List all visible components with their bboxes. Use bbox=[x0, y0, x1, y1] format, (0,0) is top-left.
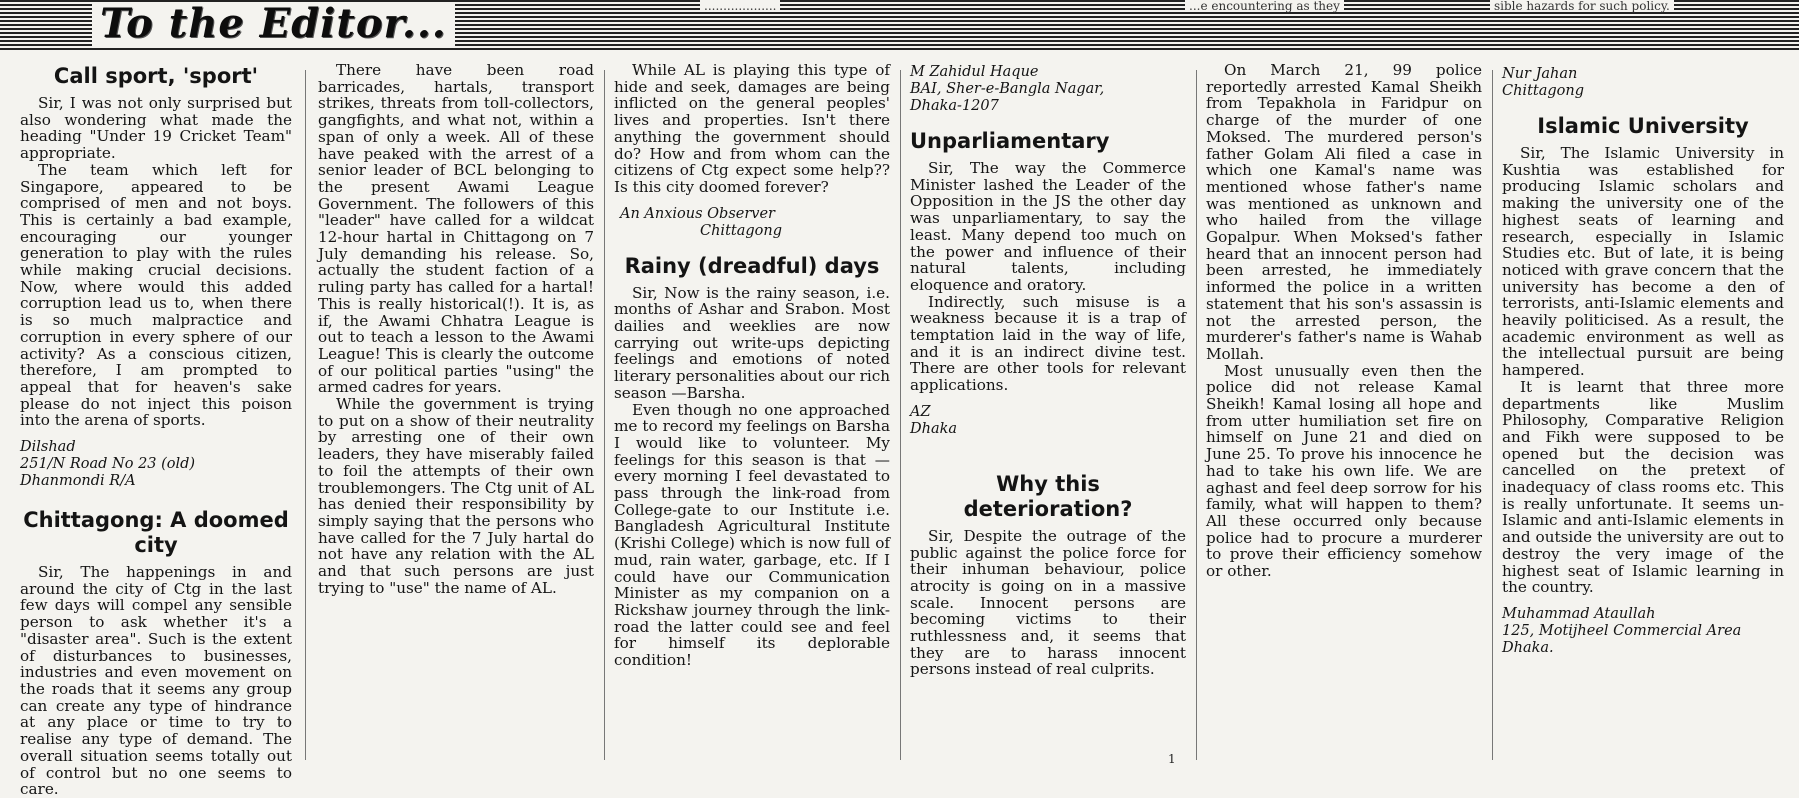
letter-paragraph: While AL is playing this type of hide and seek, damages are being inflicted on the general peoples' lives and properties. Isn't there anything the government should do? How and from whom can the citizens of Ctg expect some help?? Is this city doomed forever? bbox=[614, 61, 890, 196]
signature-address: 125, Motijheel Commercial Area bbox=[1502, 622, 1742, 639]
letter-paragraph: Sir, Despite the outrage of the public against the police force for their inhuman behaviour, police atrocity is going on in a massive scale. Innocent persons are becoming victims to their ruthlessness and, it seems that they are to harass innocent persons instead of real culprits. bbox=[910, 526, 1186, 679]
letter-paragraph: Most unusually even then the police did not release Kamal Sheikh! Kamal losing all hope and from utter humiliation set fire on himself on June 21 and died on June 25. To prove his innocence he had to take his own life. We are aghast and feel deep sorrow for his family, what will happen to them? All these occurred only because police had to procure a murderer to prove their efficiency somehow or other. bbox=[1206, 361, 1482, 581]
signature-address: BAI, Sher-e-Bangla Nagar, bbox=[910, 81, 1105, 97]
column-rule bbox=[305, 70, 306, 760]
column-rule bbox=[604, 70, 605, 760]
column-3 bbox=[614, 62, 890, 770]
signature-address: Dhaka bbox=[910, 420, 958, 437]
signature-name: Nur Jahan bbox=[1502, 66, 1578, 82]
letter-signature bbox=[1502, 66, 1784, 100]
signature-name: Muhammad Ataullah bbox=[1502, 605, 1656, 622]
column-5 bbox=[1206, 62, 1482, 770]
letter-heading-rainy: Rainy (dreadful) days bbox=[624, 253, 880, 278]
letter-paragraph: Sir, The way the Commerce Minister lashed the Leader of the Opposition in the JS the other day was unparliamentary, to say the least. Many depend too much on the power and influence of their natural talents, including eloquence and oratory. bbox=[910, 159, 1186, 294]
letter-paragraph: Sir, I was not only surprised but also wondering what made the heading "Under 19 Cricket Team" appropriate. bbox=[20, 94, 292, 163]
signature-address: Dhaka. bbox=[1502, 639, 1554, 656]
letter-paragraph: On March 21, 99 police reportedly arrested Kamal Sheikh from Tepakhola in Faridpur on charge of the murder of one Moksed. The murdered person's father Golam Ali filed a case in which one Kamal's name was mentioned whose father's name was mentioned as unknown and who hailed from the village Gopalpur. When Moksed's father heard that an innocent person had been arrested, he immediately informed the police in a written statement that his son's assassin is not the arrested person, the murderer's father's name is Wahab Mollah. bbox=[1206, 61, 1482, 363]
letter-signature bbox=[910, 404, 1186, 438]
signature-name: AZ bbox=[910, 403, 931, 420]
letter-heading-unparliamentary: Unparliamentary bbox=[910, 129, 1110, 153]
column-rule bbox=[1492, 70, 1493, 760]
letter-paragraph: Indirectly, such misuse is a weakness because it is a trap of temptation laid in the way of life, and it is an indirect divine test. There are other tools for relevant applications. bbox=[910, 292, 1186, 395]
letter-paragraph: The team which left for Singapore, appeared to be comprised of men and not boys. This is certainly a bad example, encouraging our younger generation to play with the rules while making crucial decisions. Now, where would this added corruption lead us to, when there is so much malpractice and corruption in every sphere of our activity? As a conscious citizen, therefore, I am prompted to appeal that for heaven's sake please do not inject this poison into the arena of sports. bbox=[20, 160, 292, 430]
letter-signature bbox=[614, 206, 890, 240]
letter-heading-islamic: Islamic University bbox=[1537, 114, 1749, 138]
signature-name: Dilshad bbox=[20, 439, 76, 456]
letter-paragraph: Sir, The happenings in and around the city of Ctg in the last few days will compel any sensible person to ask whether it's a "disaster area". Such is the extent of disturbances to businesses, industries and even movement on the roads that it seems any group can create any type of hindrance at any place or time to try to realise any type of demand. The overall situation seems totally out of control but no one seems to care. bbox=[20, 563, 292, 798]
column-6 bbox=[1502, 62, 1784, 770]
letter-paragraph: While the government is trying to put on a show of their neutrality by arresting one of their own leaders, they have miserably failed to foil the attempts of their own troublemongers. The Ctg unit of AL has denied their responsibility by simply saying that the persons who have called for the 7 July hartal do not have any relation with the AL and that such persons are just trying to "use" the name of AL. bbox=[318, 395, 594, 597]
letter-paragraph: Sir, The Islamic University in Kushtia was established for producing Islamic scholars and making the university one of the highest seats of learning and research, especially in Islamic Studies etc. But of late, it is being noticed with grave concern that the university has become a den of terrorists, anti-Islamic elements and heavily politicised. As a result, the academic environment as well as the intellectual pursuit are being hampered. bbox=[1502, 144, 1784, 380]
editor-banner bbox=[0, 0, 1799, 50]
letter-heading-chittagong: Chittagong: A doomed city bbox=[23, 508, 289, 558]
column-rule bbox=[900, 70, 901, 760]
letter-paragraph: Sir, Now is the rainy season, i.e. months of Ashar and Srabon. Most dailies and weeklies are now carrying out write-ups depicting feelings and emotions of noted literary personalities about our rich season —Barsha. bbox=[614, 283, 890, 402]
letter-signature bbox=[20, 439, 292, 490]
signature-address: Chittagong bbox=[700, 222, 783, 239]
letter-heading-sport: Call sport, 'sport' bbox=[53, 64, 259, 88]
column-4 bbox=[910, 62, 1186, 770]
letter-signature bbox=[1502, 606, 1784, 657]
signature-name: M Zahidul Haque bbox=[910, 64, 1039, 80]
page-mark: 1 bbox=[1168, 752, 1176, 766]
letter-paragraph: There have been road barricades, hartals, transport strikes, threats from toll-collectors, gangfights, and what not, within a span of only a week. All of these have peaked with the arrest of a senior leader of BCL belonging to the present Awami League Government. The followers of this "leader" have called for a wildcat 12-hour hartal in Chittagong on 7 July demanding his release. So, actually the student faction of a ruling party has called for a hartal! This is really historical(!). It is, as if, the Awami Chhatra League is out to teach a lesson to the Awami League! This is clearly the outcome of our political parties "using" the armed cadres for years. bbox=[318, 61, 594, 397]
clipped-text-mid: ...e encountering as they bbox=[1185, 0, 1344, 12]
letter-signature bbox=[910, 64, 1186, 115]
signature-address: Chittagong bbox=[1502, 83, 1585, 99]
section-title: To the Editor... bbox=[92, 2, 455, 46]
letter-heading-deterioration: Why this deterioration? bbox=[963, 471, 1133, 521]
clipped-text-right: sible hazards for such policy. bbox=[1490, 0, 1674, 12]
column-rule bbox=[1196, 70, 1197, 760]
column-1 bbox=[20, 58, 292, 798]
clipped-text-left: ................... bbox=[700, 0, 780, 12]
signature-name: An Anxious Observer bbox=[620, 205, 775, 222]
letter-paragraph: Even though no one approached me to record my feelings on Barsha I would like to volunteer. My feelings for this season is that — every morning I feel devastated to pass through the link-road from College-gate to our Institute i.e. Bangladesh Agricultural Institute (Krishi College) which is now full of mud, rain water, garbage, etc. If I could have our Communication Minister as my companion on a Rickshaw journey through the link-road the latter could see and feel for himself its deplorable condition! bbox=[614, 400, 890, 670]
signature-address: 251/N Road No 23 (old) bbox=[20, 456, 196, 473]
letter-paragraph: It is learnt that three more departments like Muslim Philosophy, Comparative Religion and Fikh were supposed to be opened but the decision was cancelled on the pretext of inadequacy of class rooms etc. This is really unfortunate. It seems un-Islamic and anti-Islamic elements in and outside the university are out to destroy the very image of the highest seat of Islamic learning in the country. bbox=[1502, 377, 1784, 597]
column-2 bbox=[318, 62, 594, 770]
signature-address: Dhanmondi R/A bbox=[20, 473, 136, 490]
signature-address: Dhaka-1207 bbox=[910, 98, 999, 114]
